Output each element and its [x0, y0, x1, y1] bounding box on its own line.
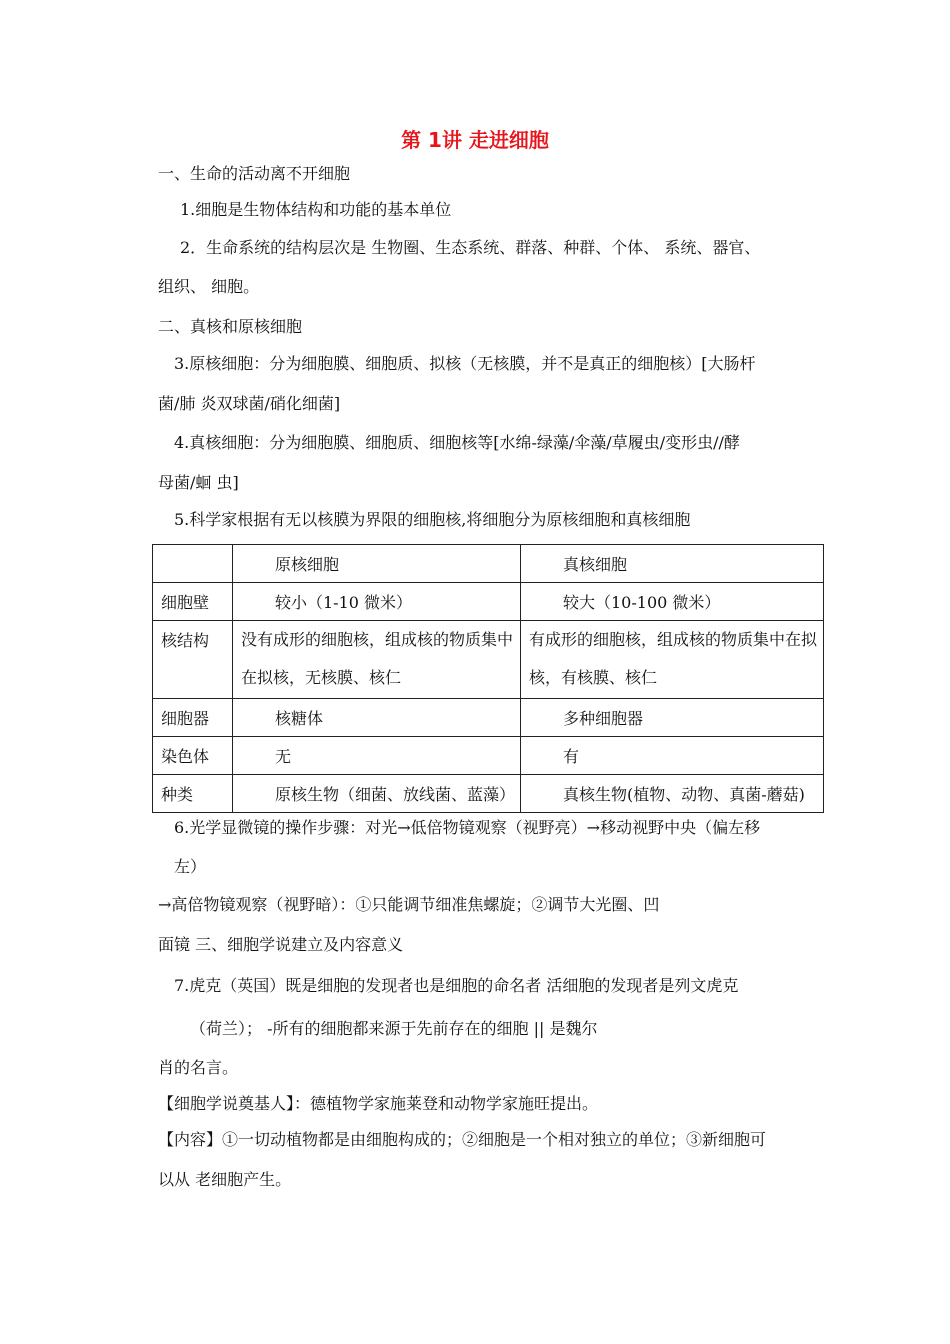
table-row — [153, 737, 824, 775]
table-row — [153, 699, 824, 737]
paragraph-3-line2: 菌/肺 炎双球菌/硝化细菌] — [158, 394, 341, 413]
cell-eukaryote: 多种细胞器 — [563, 709, 644, 728]
founders-line: 【细胞学说奠基人】：德植物学家施莱登和动物学家施旺提出。 — [158, 1094, 599, 1113]
paragraph-2-line2: 组织、 细胞。 — [158, 277, 260, 296]
row-label: 细胞壁 — [161, 593, 210, 612]
cell-prokaryote: 较小（1-10 微米） — [275, 593, 413, 612]
header-cell-prokaryote: 原核细胞 — [275, 555, 340, 574]
comparison-table — [152, 544, 824, 813]
table-row — [153, 775, 824, 813]
table-row — [153, 583, 824, 621]
row-label: 种类 — [161, 785, 194, 804]
paragraph-6-line2: 左） — [174, 857, 207, 876]
paragraph-6-line4: 面镜 三、细胞学说建立及内容意义 — [158, 935, 404, 954]
header-cell-empty — [153, 545, 232, 555]
paragraph-6-line3: →高倍物镜观察（视野暗）：①只能调节细准焦螺旋；②调节大光圈、凹 — [158, 895, 660, 914]
paragraph-7-line2: （荷兰）； -所有的细胞都来源于先前存在的细胞 || 是魏尔 — [190, 1019, 598, 1038]
paragraph-4-line2: 母菌/蛔 虫] — [158, 473, 239, 492]
paragraph-6-line1: 6.光学显微镜的操作步骤：对光→低倍物镜观察（视野亮）→移动视野中央（偏左移 — [174, 818, 761, 837]
row-label: 细胞器 — [161, 709, 210, 728]
cell-prokaryote: 没有成形的细胞核，组成核的物质集中在拟核，无核膜、核仁 — [241, 630, 514, 687]
cell-eukaryote: 有成形的细胞核，组成核的物质集中在拟核，有核膜、核仁 — [529, 630, 818, 687]
cell-eukaryote: 真核生物(植物、动物、真菌-蘑菇) — [563, 785, 805, 804]
section-heading-2: 二、真核和原核细胞 — [158, 317, 303, 336]
paragraph-7-line1: 7.虎克（英国）既是细胞的发现者也是细胞的命名者 活细胞的发现者是列文虎克 — [174, 976, 739, 995]
cell-prokaryote: 原核生物（细菌、放线菌、蓝藻） — [275, 785, 516, 804]
header-cell-eukaryote: 真核细胞 — [563, 555, 628, 574]
table-row — [153, 621, 824, 699]
row-label: 染色体 — [161, 747, 210, 766]
row-label: 核结构 — [161, 631, 210, 650]
paragraph-3-line1: 3.原核细胞：分为细胞膜、细胞质、拟核（无核膜，并不是真正的细胞核）[大肠杆 — [174, 354, 756, 373]
page-title: 第 1讲 走进细胞 — [401, 128, 549, 152]
cell-prokaryote: 无 — [275, 747, 292, 766]
cell-eukaryote: 有 — [563, 747, 580, 766]
paragraph-5: 5.科学家根据有无以核膜为界限的细胞核,将细胞分为原核细胞和真核细胞 — [174, 510, 691, 529]
table-header-row — [153, 545, 824, 583]
content-line1: 【内容】①一切动植物都是由细胞构成的；②细胞是一个相对独立的单位；③新细胞可 — [158, 1130, 767, 1149]
paragraph-1: 1.细胞是生物体结构和功能的基本单位 — [180, 200, 452, 219]
section-heading-1: 一、生命的活动离不开细胞 — [158, 164, 351, 183]
paragraph-7-line3: 肖的名言。 — [158, 1058, 239, 1077]
cell-prokaryote: 核糖体 — [275, 709, 324, 728]
paragraph-4-line1: 4.真核细胞：分为细胞膜、细胞质、细胞核等[水绵-绿藻/伞藻/草履虫/变形虫//酵 — [174, 433, 740, 452]
content-line2: 以从 老细胞产生。 — [158, 1170, 292, 1189]
paragraph-2-line1: 2．生命系统的结构层次是 生物圈、生态系统、群落、种群、个体、 系统、器官、 — [180, 238, 761, 257]
cell-eukaryote: 较大（10-100 微米） — [563, 593, 721, 612]
